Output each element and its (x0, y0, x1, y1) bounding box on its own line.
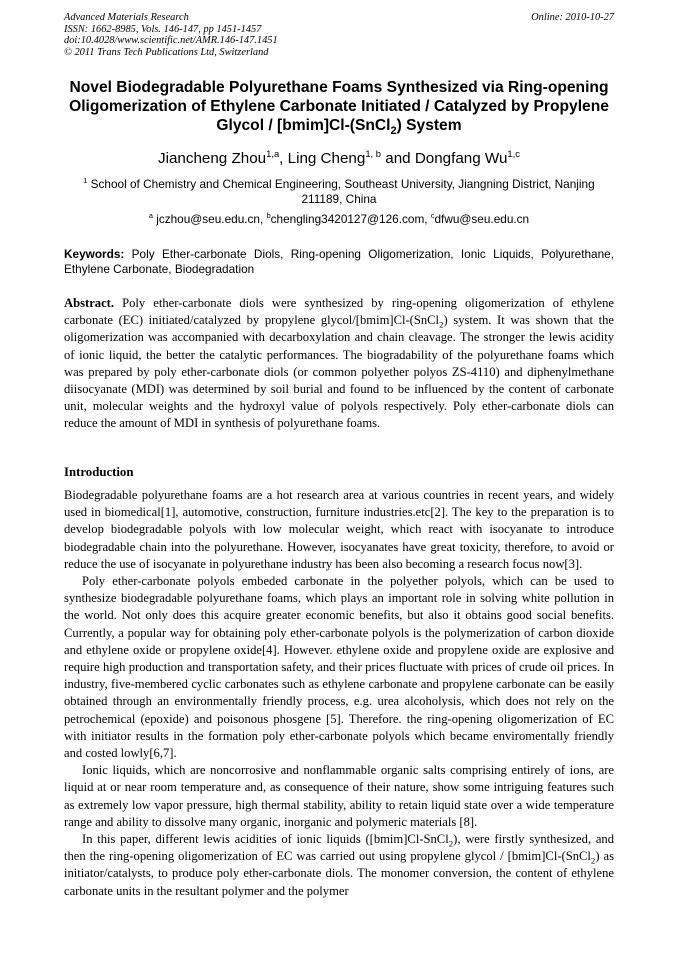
keywords (64, 247, 614, 277)
journal-name: Advanced Materials Research (64, 12, 189, 23)
online-date: Online: 2010-10-27 (531, 12, 614, 23)
intro-p4-subscript-2: 2 (590, 855, 596, 866)
abstract-text-2: ) system. It was shown that the oligomerization was accompanied with decarboxylation and chain cleavage. The stronger the lewis acidity of ionic liquid, the better the catalytic performances. The biogradability of the polyurethane foams which was prepared by poly ether-carbonate diols (or common polyether polyos ZS-4110) and diphenylmethane diisocyanate (MDI) was determined by soil burial and found to be influenced by the content of carbonate unit, molecular weights and the hydroxyl value of polyols respectively. Poly ether-carbonate diols can reduce the amount of MDI in synthesis of polyurethane foams. (64, 313, 614, 431)
author-2-affil: 1, b (365, 147, 382, 159)
affiliation-text: School of Chemistry and Chemical Engineering, Southeast University, Jiangning District, Nanjing 211189, China (87, 177, 595, 206)
abstract-label: Abstract. (64, 296, 115, 310)
author-1: Jiancheng Zhou (158, 150, 267, 167)
doi-line: doi:10.4028/www.scientific.net/AMR.146-147.1451 (64, 35, 278, 47)
section-heading-introduction: Introduction (64, 465, 134, 479)
author-2: Ling Cheng (287, 150, 366, 167)
author-1-affil: 1,a (266, 147, 280, 159)
intro-p4-text-3: ) as initiator/catalysts, to produce poly ether-carbonate diols. The monomer conversion, the content of ethylene carbonate units in the resultant polymer and the polymer (64, 849, 614, 898)
intro-p4-subscript-1: 2 (448, 838, 454, 849)
title-line-3-end: ) System (396, 117, 462, 134)
abstract-text-1: Poly ether-carbonate diols were synthesized by ring-opening oligomerization of ethylene carbonate (EC) initiated/catalyzed by propylene glycol/[bmim]Cl-(SnCl (64, 296, 614, 328)
keywords-text: Poly Ether-carbonate Diols, Ring-opening Oligomerization, Ionic Liquids, Polyurethane, Ethylene Carbonate, Biodegradation (64, 247, 614, 276)
title-line-1: Novel Biodegradable Polyurethane Foams Synthesized via Ring-opening (69, 79, 609, 96)
email-c: dfwu@seu.edu.cn (434, 212, 530, 226)
email-marker-b: b (266, 211, 271, 221)
title-line-2: Oligomerization of Ethylene Carbonate Initiated / Catalyzed by Propylene (69, 98, 609, 115)
email-marker-c: c (430, 211, 435, 221)
intro-paragraph-2: Poly ether-carbonate polyols embeded carbonate in the polyether polyols, which can be used to synthesize biodegradable polyurethane foams, which plays an important role in solving white pollution in the world. Not only does this acquire greater economic benefits, but also it obtains good social benefits. Currently, a popular way for obtaining poly ether-carbonate polyols is the polymerization of carbon dioxide and ethylene oxide or propylene oxide[4]. However. ethylene oxide and propylene oxide are explosive and require high production and transportation safety, and their prices fluctuate with prices of crude oil prices. In industry, five-membered cyclic carbonates such as ethylene carbonate and propylene carbonate can be easily obtained through an environmentally friendly process, e.g. urea alcoholysis, which does not rely on the petrochemical (epoxide) and poisonous phosgene [5]. Therefore. the ring-opening oligomerization of EC with initiator results in the formation poly ether-carbonate polyols which became enviromentally friendly and costed lowly[6,7]. (64, 574, 614, 761)
email-b: chengling3420127@126.com, (270, 212, 431, 226)
introduction-body (64, 487, 614, 900)
abstract-paragraph (64, 295, 614, 433)
email-a: jczhou@seu.edu.cn, (152, 212, 267, 226)
author-separator: and (381, 150, 415, 167)
intro-paragraph-3: Ionic liquids, which are noncorrosive and nonflammable organic salts comprising entirely of ions, are liquid at or near room temperature and, as consequence of their nature, show some intriguing features such as extremely low vapor pressure, high thermal stability, ability to retain liquid state over a wide temperature range and ability to dissolve many organic, inorganic and polymeric materials [8]. (64, 763, 614, 829)
author-3: Dongfang Wu (414, 150, 508, 167)
paper-title (56, 78, 622, 138)
copyright-line: © 2011 Trans Tech Publications Ltd, Switzerland (64, 46, 269, 58)
author-list (56, 147, 622, 167)
affiliation-marker: 1 (83, 176, 88, 186)
title-line-3-part: Glycol / [bmim]Cl-(SnCl (216, 117, 391, 134)
title-line-3 (56, 116, 622, 138)
issn-line: ISSN: 1662-8985, Vols. 146-147, pp 1451-1457 (64, 23, 262, 35)
intro-paragraph-4 (64, 831, 614, 900)
email-marker-a: a (148, 211, 153, 221)
title-subscript: 2 (390, 125, 397, 138)
journal-header (64, 12, 278, 58)
author-3-affil: 1,c (507, 147, 520, 159)
abstract-subscript: 2 (439, 319, 444, 330)
intro-p4-text-1: In this paper, different lewis acidities of ionic liquids ([bmim]Cl-SnCl (82, 832, 449, 847)
author-separator: , (279, 150, 288, 167)
abstract (64, 295, 614, 433)
author-emails (56, 212, 622, 226)
keywords-label: Keywords: (64, 247, 125, 261)
affiliation (62, 177, 616, 207)
intro-p4-text-2: ), were firstly synthesized, and then the ring-opening oligomerization of EC was carried out using propylene glycol / [bmim]Cl-(SnCl (64, 832, 615, 864)
intro-paragraph-1: Biodegradable polyurethane foams are a hot research area at various countries in recent years, and widely used in biomedical[1], automotive, construction, furniture industries.etc[2]. The key to the preparation is to develop biodegradable polyols with low molecular weight, which react with isocyanate to introduce biodegradable chain into the polyurethane. However, isocyanates have great toxicity, therefore, to avoid or reduce the use of isocyanate in polyurethane industry has been also becoming a research focus now[3]. (64, 488, 614, 571)
